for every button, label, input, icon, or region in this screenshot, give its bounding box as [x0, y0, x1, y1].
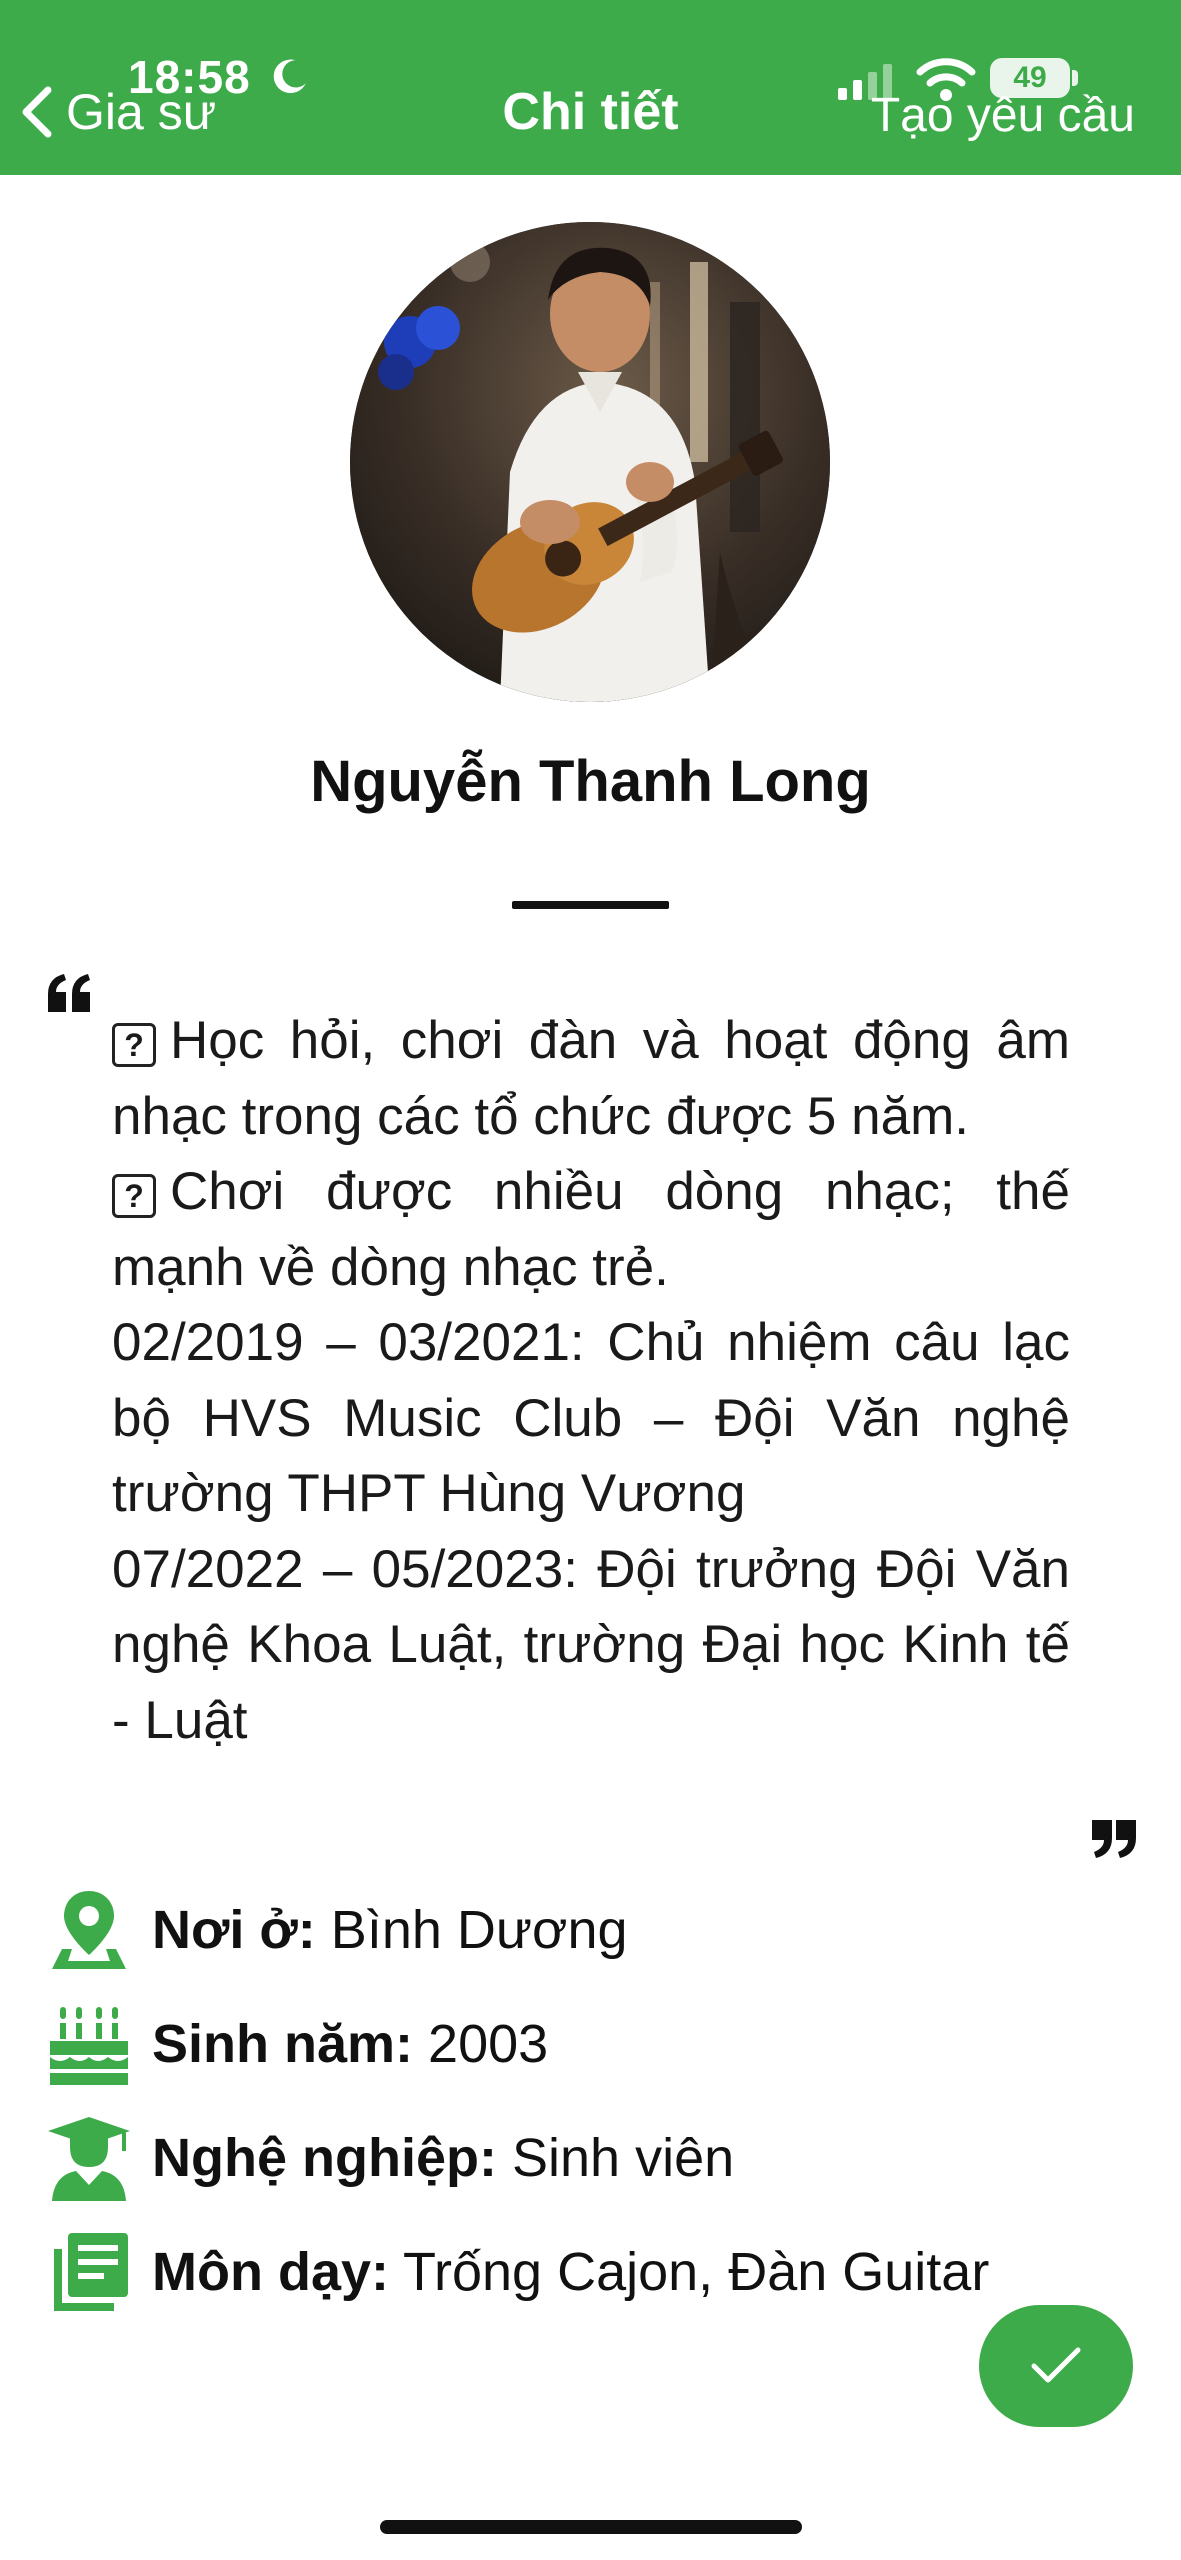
page-title: Chi tiết	[502, 83, 679, 141]
app-header	[0, 0, 1181, 175]
info-value: Trống Cajon, Đàn Guitar	[403, 2242, 990, 2302]
bio-line: 02/2019 – 03/2021: Chủ nhiệm câu lạc bộ HVS Music Club – Đội Văn nghệ trường THPT Hùng Vương	[112, 1313, 1070, 1523]
info-value: Bình Dương	[330, 1900, 628, 1960]
info-row-subjects	[44, 2222, 989, 2322]
status-time: 18:58	[128, 51, 251, 103]
avatar	[350, 222, 830, 702]
battery-tip	[1072, 70, 1078, 86]
info-value: Sinh viên	[511, 2128, 735, 2188]
back-label: Gia sư	[66, 84, 217, 140]
bio-line: ? Học hỏi, chơi đàn và hoạt động âm nhạc trong các tổ chức được 5 năm.	[112, 1011, 1070, 1146]
checkmark-icon	[1028, 2344, 1084, 2388]
home-indicator	[380, 2520, 802, 2534]
tutor-name: Nguyễn Thanh Long	[310, 749, 871, 814]
avatar-photo	[350, 222, 830, 702]
tutor-bio	[112, 1003, 1070, 1758]
battery-indicator: 49	[990, 58, 1070, 98]
info-value: 2003	[428, 2014, 549, 2074]
quote-open-icon	[44, 972, 94, 1016]
info-row-occupation	[44, 2108, 734, 2208]
quote-close-icon	[1088, 1816, 1138, 1860]
graduate-icon	[44, 2113, 134, 2203]
info-label: Sinh năm:	[152, 2014, 414, 2074]
info-row-residence	[44, 1880, 628, 1980]
confirm-fab-button[interactable]	[979, 2305, 1133, 2427]
location-pin-icon	[44, 1885, 134, 1975]
name-divider	[512, 901, 669, 909]
birthday-cake-icon	[44, 1999, 134, 2089]
create-request-button[interactable]: Tạo yêu cầu	[870, 89, 1135, 142]
info-label: Nghệ nghiệp:	[152, 2128, 497, 2188]
info-label: Nơi ở:	[152, 1900, 316, 1960]
info-label: Môn dạy:	[152, 2242, 389, 2302]
missing-glyph-box: ?	[112, 1023, 156, 1067]
missing-glyph-box: ?	[112, 1174, 156, 1218]
info-row-birth-year	[44, 1994, 548, 2094]
bio-line: 07/2022 – 05/2023: Đội trưởng Đội Văn nghệ Khoa Luật, trường Đại học Kinh tế - Luật	[112, 1539, 1070, 1750]
bio-line: ? Chơi được nhiều dòng nhạc; thế mạnh về dòng nhạc trẻ.	[112, 1162, 1070, 1297]
subject-list-icon	[44, 2227, 134, 2317]
